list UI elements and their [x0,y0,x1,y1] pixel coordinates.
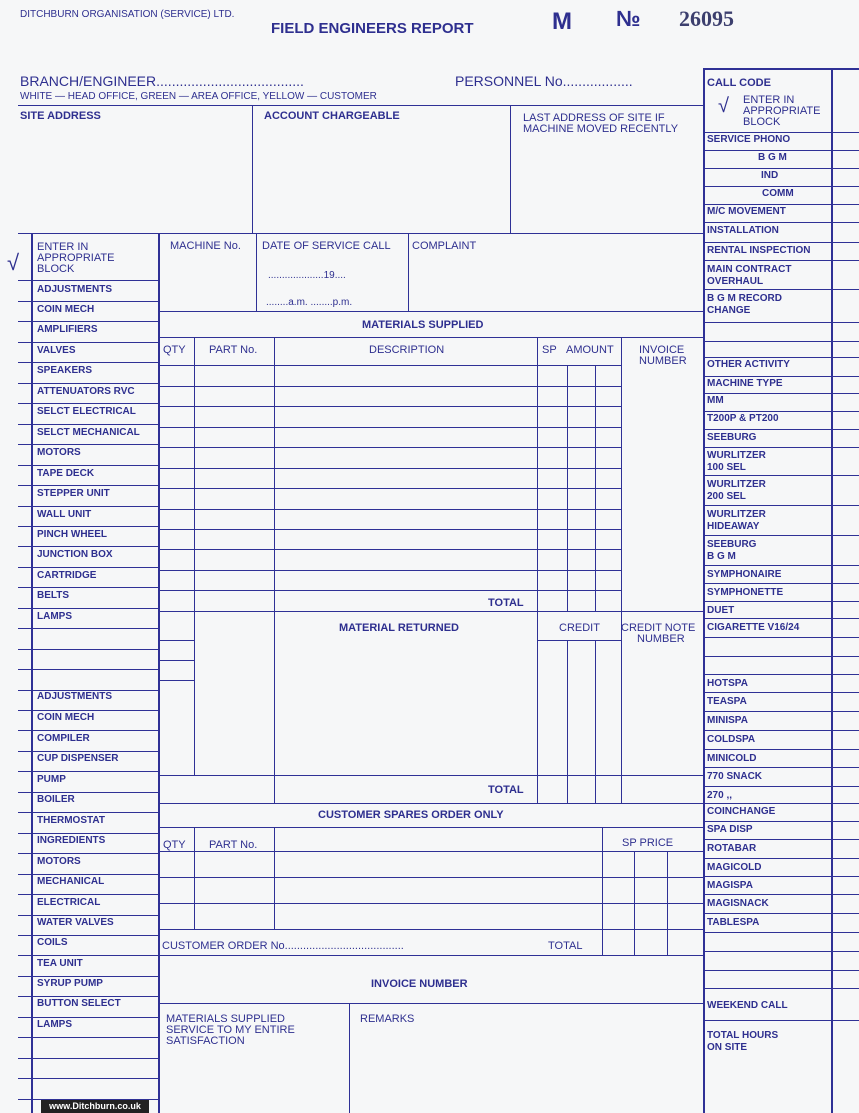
rule [18,301,158,302]
rule [703,475,859,476]
rule [158,680,194,681]
checklist-item[interactable]: ELECTRICAL [37,897,101,908]
rule [703,894,859,895]
rule [18,546,158,547]
part-no-header: PART No. [209,344,258,356]
call-code-title: CALL CODE [707,77,771,89]
rule [18,874,158,875]
rule [158,447,621,448]
sp-header: SP [542,344,557,356]
rule [158,929,703,930]
rule [158,529,621,530]
rule [18,955,158,956]
rule [703,730,859,731]
rule [158,427,621,428]
call-code-item[interactable]: TEASPA [707,696,747,707]
time-field[interactable]: ........a.m. ........p.m. [266,297,353,308]
checklist-item[interactable]: PINCH WHEEL [37,529,107,540]
rule [703,767,859,768]
remarks-box[interactable] [350,1026,702,1112]
rule [703,970,859,971]
rule [158,851,703,852]
call-code-item[interactable]: CIGARETTE V16/24 [707,622,800,633]
checklist-item[interactable]: BOILER [37,794,75,805]
credit-note-header: CREDIT NOTE [621,622,696,634]
rule [703,68,859,70]
rule [18,465,158,466]
rule [18,1037,158,1038]
complaint-label: COMPLAINT [412,240,477,252]
rule [274,827,275,929]
rule [18,280,158,281]
rule [703,242,859,243]
account-chargeable-box[interactable] [253,124,509,232]
call-code-item[interactable]: ROTABAR [707,843,757,854]
checklist-item[interactable]: JUNCTION BOX [37,549,113,560]
call-code-item[interactable]: SYMPHONETTE [707,587,784,598]
rule [158,406,621,407]
rule [18,812,158,813]
checklist-item[interactable]: BUTTON SELECT [37,998,121,1009]
rule [703,711,859,712]
rule [194,827,195,929]
call-code-item[interactable]: 100 SEL [707,462,746,473]
form-title: FIELD ENGINEERS REPORT [271,20,474,37]
call-code-item[interactable]: WURLITZER [707,450,766,461]
call-code-item[interactable]: CHANGE [707,305,751,316]
checklist-item[interactable]: ATTENUATORS RVC [37,386,135,397]
description-header: DESCRIPTION [369,344,445,356]
rule [158,590,621,591]
call-code-item[interactable]: RENTAL INSPECTION [707,245,811,256]
remarks-label: REMARKS [360,1013,415,1025]
checklist-item[interactable]: SPEAKERS [37,365,93,376]
rule [158,386,621,387]
call-code-item[interactable]: B G M [758,152,787,163]
checklist-item[interactable]: BELTS [37,590,70,601]
rule [194,611,195,775]
rule [158,903,703,904]
checklist-item[interactable]: STEPPER UNIT [37,488,110,499]
invoice-number-label: INVOICE NUMBER [371,978,468,990]
customer-spares-title: CUSTOMER SPARES ORDER ONLY [318,809,504,821]
spares-qty-header: QTY [163,839,186,851]
call-code-item[interactable]: MINICOLD [707,753,757,764]
rule [18,853,158,854]
rule [18,935,158,936]
rule [703,656,859,657]
rule [18,751,158,752]
sp-price-header: SP PRICE [622,837,674,849]
rule [831,68,833,1113]
rule [18,710,158,711]
rule [703,786,859,787]
signature-box[interactable] [159,1050,348,1112]
rule [158,660,194,661]
checklist-item[interactable]: PUMP [37,774,66,785]
rule [703,1020,859,1021]
rule [703,357,859,358]
checklist-item[interactable]: SELCT MECHANICAL [37,427,140,438]
call-code-item[interactable]: SEEBURG [707,539,757,550]
checklist-item[interactable]: CUP DISPENSER [37,753,119,764]
checklist-item[interactable]: MECHANICAL [37,876,105,887]
call-code-item[interactable]: MINISPA [707,715,748,726]
qty-header: QTY [163,344,186,356]
rule [256,233,257,311]
rule [18,1058,158,1059]
rule [18,105,703,106]
rule [703,821,859,822]
call-code-item[interactable]: COMM [762,188,794,199]
rule [703,341,859,342]
rule [703,322,859,323]
rule [158,509,621,510]
rule [703,951,859,952]
satisfaction-note-3: SATISFACTION [166,1035,245,1047]
rule [703,376,859,377]
call-code-item[interactable]: OTHER ACTIVITY [707,359,790,370]
rule [18,894,158,895]
amount-header: AMOUNT [566,344,614,356]
call-code-item[interactable]: SPA DISP [707,824,753,835]
checklist-item[interactable]: VALVES [37,345,76,356]
rule [18,976,158,977]
call-code-item[interactable]: COINCHANGE [707,806,776,817]
rule [18,915,158,916]
call-code-item[interactable]: DUET [707,605,735,616]
call-code-item[interactable]: B G M RECORD [707,293,782,304]
last-address-label: LAST ADDRESS OF SITE IF [523,112,665,124]
rule [703,932,859,933]
checklist-item[interactable]: MOTORS [37,856,81,867]
rule [18,649,158,650]
rule [158,570,621,571]
watermark-badge: www.Ditchburn.co.uk [41,1100,149,1113]
rule [703,204,859,205]
account-chargeable-label: ACCOUNT CHARGEABLE [264,110,400,122]
rule [703,618,859,619]
invoice-header: INVOICE [639,344,685,356]
rule [158,611,703,612]
rule [18,342,158,343]
call-code-item[interactable]: SEEBURG [707,432,757,443]
rule [158,803,703,804]
call-code-item[interactable]: SYMPHONAIRE [707,569,782,580]
rule [703,260,859,261]
checklist-enter-3: BLOCK [37,263,75,275]
checklist-item[interactable]: COIN MECH [37,712,95,723]
call-code-enter: ENTER IN [743,94,795,106]
rule [18,608,158,609]
rule [703,988,859,989]
call-code-item[interactable]: COLDSPA [707,734,756,745]
rule [18,628,158,629]
rule [18,403,158,404]
call-code-item[interactable]: WURLITZER [707,479,766,490]
number-sign: № [616,6,641,31]
rule [703,858,859,859]
checklist-item[interactable]: AMPLIFIERS [37,324,98,335]
call-code-item[interactable]: SERVICE PHONO [707,134,791,145]
date-of-service-label: DATE OF SERVICE CALL [262,240,391,252]
invoice-header-2: NUMBER [639,355,687,367]
call-code-item[interactable]: 770 SNACK [707,771,763,782]
rule [18,321,158,322]
branch-engineer-field[interactable]: BRANCH/ENGINEER...................................... [20,73,304,89]
checklist-item[interactable]: LAMPS [37,611,72,622]
last-address-box[interactable] [511,136,702,232]
spares-part-no-header: PART No. [209,839,258,851]
checklist-item[interactable]: SYRUP PUMP [37,978,103,989]
rule [18,506,158,507]
rule [703,393,859,394]
rule [703,447,859,448]
invoice-number-box[interactable] [159,956,702,1002]
call-code-item[interactable]: MAGICOLD [707,862,762,873]
rule [158,827,703,828]
rule [703,839,859,840]
machine-no-label: MACHINE No. [170,240,241,252]
checklist-enter: ENTER IN [37,241,89,253]
call-code-item[interactable]: MM [707,395,724,406]
checklist-item[interactable]: LAMPS [37,1019,72,1030]
materials-total-label: TOTAL [488,597,524,609]
rule [31,233,33,1113]
call-code-item[interactable]: MACHINE TYPE [707,378,783,389]
rule [703,186,859,187]
checklist-item[interactable]: INGREDIENTS [37,835,106,846]
materials-supplied-title: MATERIALS SUPPLIED [362,319,484,331]
checklist-item[interactable]: COIN MECH [37,304,95,315]
call-code-item[interactable]: WURLITZER [707,509,766,520]
rule [18,383,158,384]
rule [703,692,859,693]
rule [158,311,703,312]
copies-note: WHITE — HEAD OFFICE, GREEN — AREA OFFICE, YELLOW — CUSTOMER [20,91,377,102]
rule [703,411,859,412]
rule [703,637,859,638]
call-code-item[interactable]: TABLESPA [707,917,760,928]
rule [18,1078,158,1079]
rule [18,1017,158,1018]
rule [595,640,596,803]
rule [18,669,158,670]
call-code-item[interactable]: ON SITE [707,1042,748,1053]
checklist-item[interactable]: THERMOSTAT [37,815,105,826]
rule [703,674,859,675]
rule [703,749,859,750]
rule [18,485,158,486]
date-field[interactable]: ....................19.... [268,270,346,281]
call-code-item[interactable]: M/C MOVEMENT [707,206,786,217]
checklist-item[interactable]: WATER VALVES [37,917,114,928]
rule [158,1003,703,1004]
checklist-tick: √ [7,250,20,275]
rule [18,587,158,588]
checklist-item[interactable]: COILS [37,937,68,948]
satisfaction-note: MATERIALS SUPPLIED [166,1013,285,1025]
call-code-item[interactable]: HOTSPA [707,678,748,689]
rule [703,505,859,506]
call-code-item[interactable]: 270 ,, [707,790,733,801]
rule [703,168,859,169]
call-code-item[interactable]: IND [761,170,779,181]
checklist-item[interactable]: TEA UNIT [37,958,83,969]
rule [703,913,859,914]
series-letter: M [552,8,572,35]
call-code-item[interactable]: INSTALLATION [707,225,779,236]
call-code-item[interactable]: HIDEAWAY [707,521,760,532]
rule [18,833,158,834]
call-code-item[interactable]: 200 SEL [707,491,746,502]
rule [703,601,859,602]
call-code-tick: √ [718,95,729,117]
checklist-item[interactable]: ADJUSTMENTS [37,284,113,295]
checklist-item[interactable]: ADJUSTMENTS [37,691,113,702]
last-address-label-2: MACHINE MOVED RECENTLY [523,123,679,135]
customer-order-field[interactable]: CUSTOMER ORDER No....................................... [162,940,404,952]
rule [18,424,158,425]
checklist-item[interactable]: COMPILER [37,733,90,744]
call-code-item[interactable]: MAGISNACK [707,898,769,909]
complaint-box[interactable] [409,256,702,310]
rule [18,233,703,234]
call-code-item[interactable]: T200P & PT200 [707,413,779,424]
rule [158,365,621,366]
call-code-enter-2: APPROPRIATE [743,105,821,117]
returned-total-label: TOTAL [488,784,524,796]
rule [18,771,158,772]
rule [537,640,621,641]
rule [703,132,859,133]
checklist-item[interactable]: TAPE DECK [37,468,95,479]
call-code-item[interactable]: B G M [707,551,736,562]
machine-no-box[interactable] [159,256,255,310]
checklist-item[interactable]: WALL UNIT [37,509,92,520]
rule [703,803,859,804]
checklist-item[interactable]: SELCT ELECTRICAL [37,406,136,417]
rule [158,549,621,550]
credit-note-header-2: NUMBER [637,633,685,645]
checklist-item[interactable]: CARTRIDGE [37,570,97,581]
rule [703,289,859,290]
rule [158,488,621,489]
checklist-enter-2: APPROPRIATE [37,252,115,264]
rule [703,429,859,430]
call-code-item[interactable]: MAGISPA [707,880,753,891]
rule [703,68,705,1113]
rule [567,640,568,803]
rule [158,775,703,776]
credit-header: CREDIT [559,622,600,634]
rule [158,877,703,878]
serial-number: 26095 [679,6,734,31]
rule [703,876,859,877]
rule [703,150,859,151]
call-code-item[interactable]: OVERHAUL [707,276,764,287]
call-code-item[interactable]: MAIN CONTRACT [707,264,792,275]
rule [703,565,859,566]
rule [703,222,859,223]
rule [18,444,158,445]
call-code-item[interactable]: TOTAL HOURS [707,1030,779,1041]
rule [621,337,622,803]
rule [602,827,603,955]
satisfaction-note-2: SERVICE TO MY ENTIRE [166,1024,295,1036]
call-code-enter-3: BLOCK [743,116,781,128]
rule [18,526,158,527]
rule [703,535,859,536]
rule [18,792,158,793]
rule [18,567,158,568]
site-address-label: SITE ADDRESS [20,110,101,122]
checklist-item[interactable]: MOTORS [37,447,81,458]
material-returned-title: MATERIAL RETURNED [339,622,459,634]
call-code-item[interactable]: WEEKEND CALL [707,1000,788,1011]
company-name: DITCHBURN ORGANISATION (SERVICE) LTD. [20,9,235,20]
rule [158,468,621,469]
spares-total-label: TOTAL [548,940,583,952]
rule [158,640,194,641]
rule [18,362,158,363]
personnel-number-field[interactable]: PERSONNEL No.................. [455,73,633,89]
rule [18,730,158,731]
site-address-box[interactable] [18,124,251,232]
rule [703,583,859,584]
